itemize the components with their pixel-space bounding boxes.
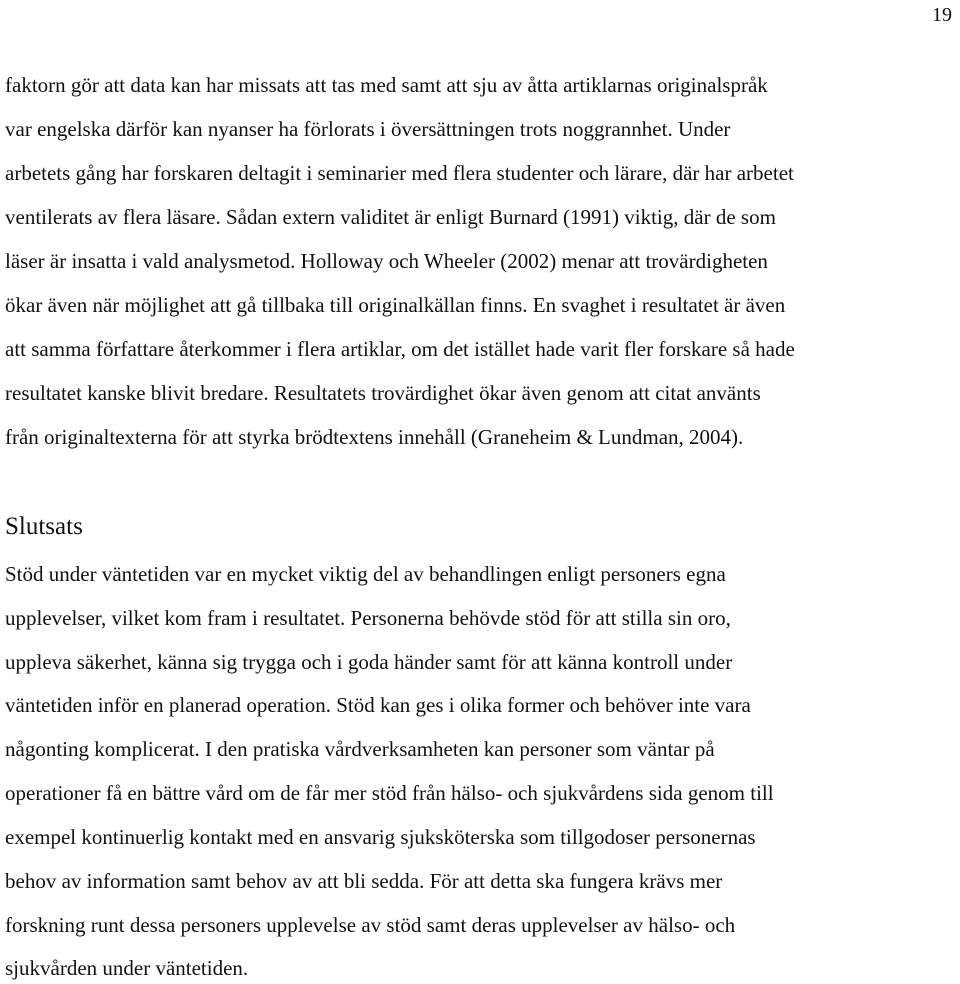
text-line: exempel kontinuerlig kontakt med en ansvarig sjuksköterska som tillgodoser personernas xyxy=(5,825,756,849)
text-line: läser är insatta i vald analysmetod. Holloway och Wheeler (2002) menar att trovärdigheten xyxy=(5,249,768,273)
text-line: sjukvården under väntetiden. xyxy=(5,956,249,980)
text-line: forskning runt dessa personers upplevelse av stöd samt deras upplevelser av hälso- och xyxy=(5,913,736,937)
text-line: var engelska därför kan nyanser ha förlorats i översättningen trots noggrannhet. Under xyxy=(5,117,731,141)
text-line: från originaltexterna för att styrka brödtextens innehåll (Graneheim & Lundman, 2004). xyxy=(5,425,744,449)
text-line: arbetets gång har forskaren deltagit i seminarier med flera studenter och lärare, där har arbetet xyxy=(5,161,794,185)
text-line: behov av information samt behov av att bli sedda. För att detta ska fungera krävs mer xyxy=(5,869,723,893)
page-number: 19 xyxy=(932,4,952,26)
section-heading: Slutsats xyxy=(5,513,83,540)
text-line: upplevelser, vilket kom fram i resultatet. Personerna behövde stöd för att stilla sin oro, xyxy=(5,606,731,630)
text-line: faktorn gör att data kan har missats att tas med samt att sju av åtta artiklarnas originalspråk xyxy=(5,73,768,97)
text-line: ökar även när möjlighet att gå tillbaka till originalkällan finns. En svaghet i resultatet är även xyxy=(5,293,786,317)
text-line: ventilerats av flera läsare. Sådan extern validitet är enligt Burnard (1991) viktig, där de som xyxy=(5,205,776,229)
text-line: någonting komplicerat. I den pratiska vårdverksamheten kan personer som väntar på xyxy=(5,737,715,761)
text-line: att samma författare återkommer i flera artiklar, om det istället hade varit fler forskare så hade xyxy=(5,337,795,361)
text-line: Stöd under väntetiden var en mycket viktig del av behandlingen enligt personers egna xyxy=(5,562,726,586)
text-line: uppleva säkerhet, känna sig trygga och i goda händer samt för att känna kontroll under xyxy=(5,650,733,674)
text-line: operationer få en bättre vård om de får mer stöd från hälso- och sjukvårdens sida genom till xyxy=(5,781,774,805)
text-line: väntetiden inför en planerad operation. Stöd kan ges i olika former och behöver inte vara xyxy=(5,693,751,717)
text-line: resultatet kanske blivit bredare. Resultatets trovärdighet ökar även genom att citat använts xyxy=(5,381,761,405)
